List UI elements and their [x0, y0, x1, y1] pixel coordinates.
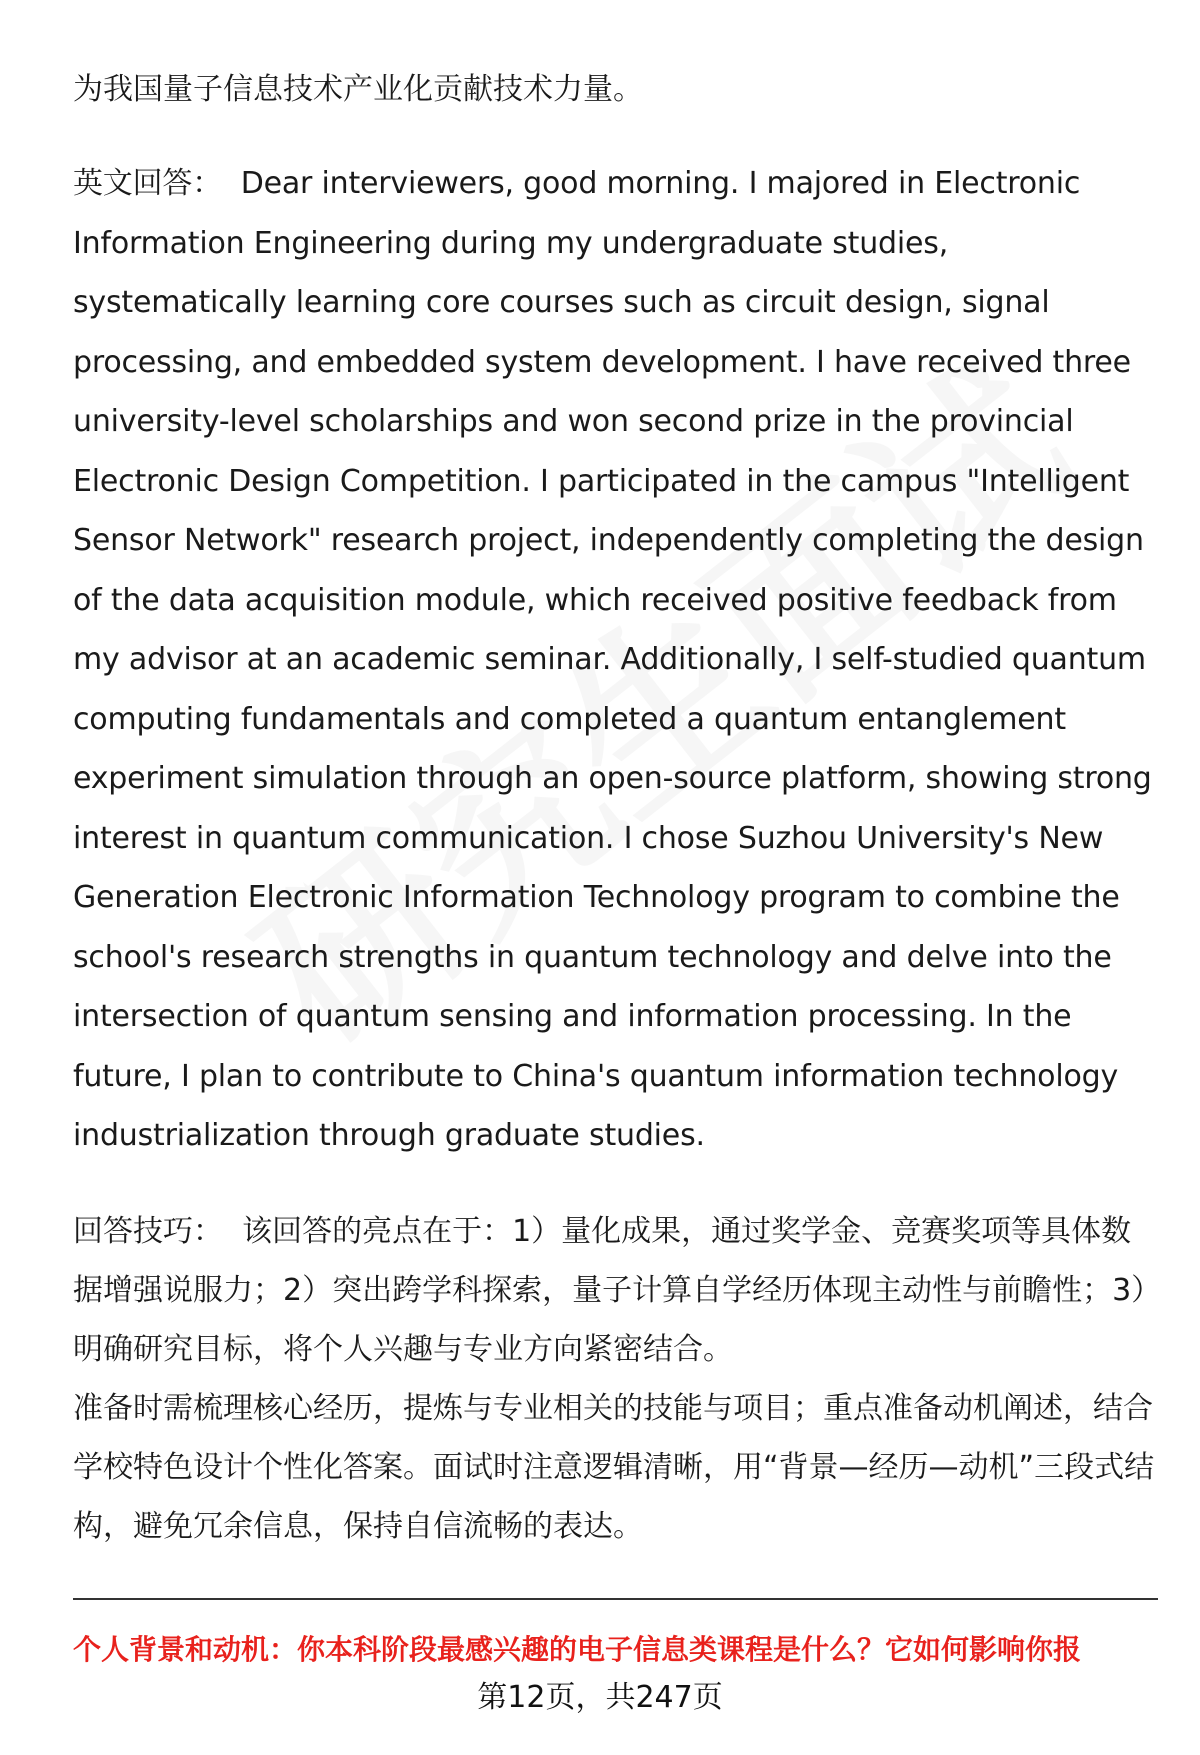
answer-tips-text: 该回答的亮点在于：1）量化成果，通过奖学金、竞赛奖项等具体数据增强说服力；2）突出跨学科探索，量子计算自学经历体现主动性与前瞻性；3）明确研究目标，将个人兴趣与专业方向紧密结合。: [73, 1213, 1147, 1367]
answer-tips-label: 回答技巧：: [73, 1213, 223, 1249]
section-divider: [73, 1598, 1158, 1600]
english-answer-paragraph: [73, 154, 1161, 1166]
document-body: [73, 62, 1161, 1556]
page-number: 第12页，共247页: [477, 1680, 723, 1715]
english-answer-text: Dear interviewers, good morning. I majored in Electronic Information Engineering during my undergraduate studies, systematically learning core courses such as circuit design, signal processing, and embedded system development. I have received three university-level scholarships and won second prize in the provincial Electronic Design Competition. I participated in the campus "Intelligent Sensor Network" research project, independently completing the design of the data acquisition module, which received positive feedback from my advisor at an academic seminar. Additionally, I self-studied quantum computing fundamentals and completed a quantum entanglement experiment simulation through an open-source platform, showing strong interest in quantum communication. I chose Suzhou University's New Generation Electronic Information Technology program to combine the school's research strengths in quantum technology and delve into the intersection of quantum sensing and information processing. In the future, I plan to contribute to China's quantum information technology industrialization through graduate studies.: [73, 166, 1161, 1153]
english-answer-label: 英文回答：: [73, 166, 222, 201]
preparation-tips-paragraph: 准备时需梳理核心经历，提炼与专业相关的技能与项目；重点准备动机阐述，结合学校特色设计个性化答案。面试时注意逻辑清晰，用“背景—经历—动机”三段式结构，避免冗余信息，保持自信流畅的表达。: [73, 1390, 1155, 1544]
intro-paragraph: 为我国量子信息技术产业化贡献技术力量。: [73, 72, 643, 107]
next-question-heading: 个人背景和动机：你本科阶段最感兴趣的电子信息类课程是什么？它如何影响你报: [73, 1633, 1082, 1666]
answer-tips-paragraph: [73, 1202, 1158, 1379]
